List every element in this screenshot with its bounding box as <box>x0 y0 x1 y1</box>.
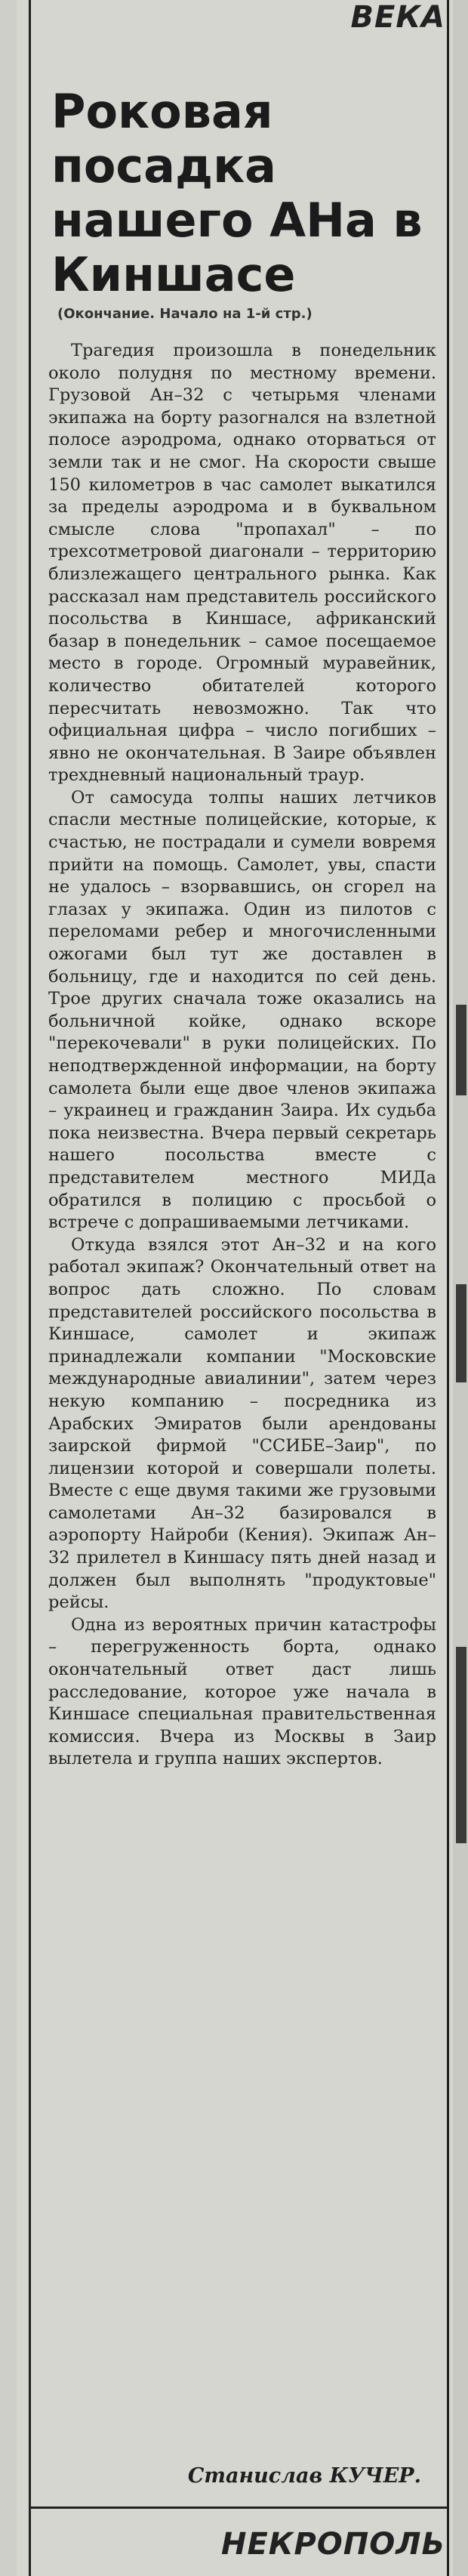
author-signature: Станислав КУЧЕР. <box>187 2464 421 2488</box>
right-neighbor-column-edge <box>453 0 468 2576</box>
bottom-section-rule <box>29 2507 449 2509</box>
right-column-rule <box>447 0 449 2576</box>
neighbor-dark-strip <box>456 1284 466 1382</box>
neighbor-dark-strip <box>456 1005 466 1095</box>
article-paragraph: Одна из вероятных причин катастрофы – перегруженность борта, однако окончательный ответ даст лишь расследование, которое уже начала в Киншасе специальная правительственная комиссия. Вчера из Москвы в Заир вылетела и группа наших экспертов. <box>48 1614 436 1769</box>
neighbor-dark-strip <box>456 1647 466 1843</box>
article-paragraph: От самосуда толпы наших летчиков спасли местные полицейские, которые, к счастью, не пострадали и сумели вовремя прийти на помощь. Самолет, увы, спасти не удалось – взорвавшись, он сгорел на глазах у экипажа. Один из пилотов с переломами ребер и многочисленными ожогами был тут же доставлен в больницу, где и находится по сей день. Трое других сначала тоже оказались на больничной койке, однако вскоре "перекочевали" в руки полицейских. По неподтвержденной информации, на борту самолета были еще двое членов экипажа – украинец и гражданин Заира. Их судьба пока неизвестна. Вчера первый секретарь нашего посольства вместе с представителем местного МИДа обратился в полицию с просьбой о встрече с допрашиваемыми летчиками. <box>48 787 436 1233</box>
article-headline: Роковая посадка нашего АНа в Киншасе <box>51 83 423 302</box>
section-label-top: ВЕКА <box>350 0 445 35</box>
left-neighbor-column-edge <box>0 0 17 2576</box>
article-paragraph: Трагедия произошла в понедельник около полудня по местному времени. Грузовой Ан–32 с четырьмя членами экипажа на борту разогнался на взлетной полосе аэродрома, однако оторваться от земли так и не смог. На скорости свыше 150 километров в час самолет выкатился за пределы аэродрома и в буквальном смысле слова "пропахал" – по трехсотметровой диагонали – территорию близлежащего центрального рынка. Как рассказал нам представитель российского посольства в Киншасе, африканский базар в понедельник – самое посещаемое место в городе. Огромный муравейник, количество обитателей которого пересчитать невозможно. Так что официальная цифра – число погибших – явно не окончательная. В Заире объявлен трехдневный национальный траур. <box>48 341 436 786</box>
section-label-bottom: НЕКРОПОЛЬ <box>220 2527 445 2562</box>
article-body <box>48 340 436 1771</box>
article-paragraph: Откуда взялся этот Ан–32 и на кого работал экипаж? Окончательный ответ на вопрос дать сложно. По словам представителей российского посольства в Киншасе, самолет и экипаж принадлежали компании "Московские международные авиалинии", затем через некую компанию – посредника из Арабских Эмиратов были арендованы заирской фирмой "ССИБЕ–Заир", по лицензии которой и совершали полеты. Вместе с еще двумя такими же грузовыми самолетами Ан–32 базировался в аэропорту Найроби (Кения). Экипаж Ан–32 прилетел в Киншасу пять дней назад и должен был выполнять "продуктовые" рейсы. <box>48 1234 436 1613</box>
continuation-note: (Окончание. Начало на 1-й стр.) <box>57 306 313 322</box>
left-column-rule <box>29 0 31 2576</box>
